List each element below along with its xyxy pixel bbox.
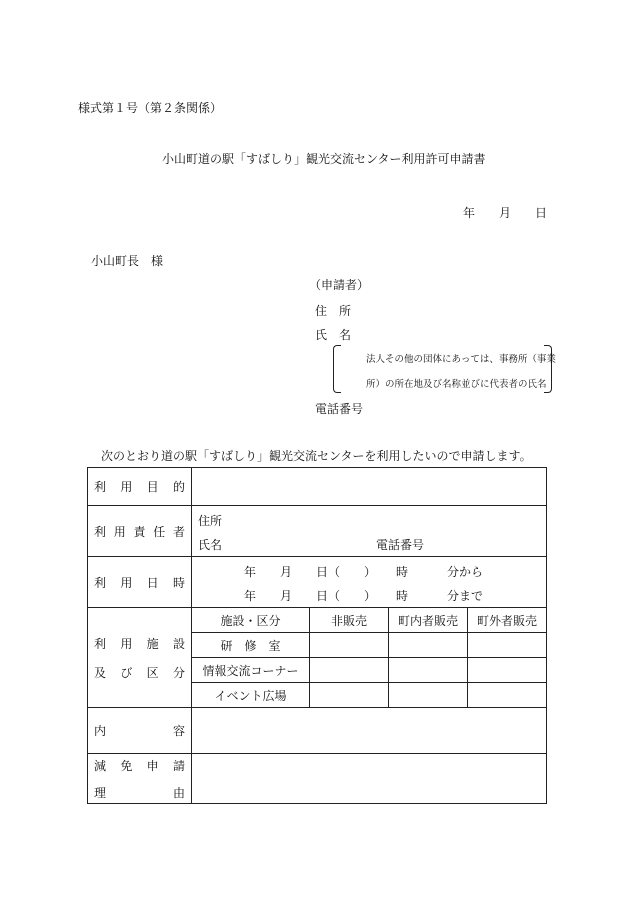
facility-cell[interactable] bbox=[310, 683, 389, 708]
facility-header-nonresident-sale: 町外者販売 bbox=[468, 608, 547, 633]
facility-cell[interactable] bbox=[389, 658, 468, 683]
date-year: 年 bbox=[463, 206, 476, 220]
responsible-address-label: 住所 bbox=[198, 514, 223, 528]
facility-cell[interactable] bbox=[468, 683, 547, 708]
facility-cell[interactable] bbox=[310, 658, 389, 683]
applicant-heading: （申請者） bbox=[309, 278, 370, 292]
reduction-row bbox=[88, 754, 547, 804]
application-table bbox=[87, 467, 547, 804]
datetime-to-month: 月 bbox=[280, 589, 293, 603]
datetime-to-hour: 時 bbox=[396, 589, 409, 603]
content-row bbox=[88, 708, 547, 754]
content-field[interactable] bbox=[192, 708, 547, 754]
responsible-field[interactable] bbox=[192, 506, 547, 557]
purpose-row bbox=[88, 468, 547, 506]
datetime-field[interactable] bbox=[192, 557, 547, 608]
date-day: 日 bbox=[535, 206, 548, 220]
facility-cell[interactable] bbox=[468, 658, 547, 683]
applicant-name-label: 氏 名 bbox=[315, 328, 352, 342]
datetime-from-day: 日（ ） bbox=[316, 565, 377, 579]
facility-header-row bbox=[88, 608, 547, 633]
facility-header-category: 施設・区分 bbox=[192, 608, 310, 633]
addressee: 小山町長 様 bbox=[91, 254, 164, 268]
datetime-to-minute: 分まで bbox=[447, 589, 484, 603]
facility-cell[interactable] bbox=[468, 633, 547, 658]
datetime-to-year: 年 bbox=[244, 589, 257, 603]
datetime-from-month: 月 bbox=[280, 565, 293, 579]
facility-info-corner: 情報交流コーナー bbox=[192, 658, 310, 683]
datetime-to-day: 日（ ） bbox=[316, 589, 377, 603]
facility-header-non-sale: 非販売 bbox=[310, 608, 389, 633]
applicant-phone-label: 電話番号 bbox=[315, 402, 364, 416]
datetime-from-minute: 分から bbox=[447, 565, 484, 579]
note-bracket-left bbox=[333, 345, 341, 393]
purpose-field[interactable] bbox=[192, 468, 547, 506]
datetime-from-hour: 時 bbox=[396, 565, 409, 579]
intro-text: 次のとおり道の駅「すばしり」観光交流センターを利用したいので申請します。 bbox=[101, 449, 532, 463]
facility-label: 利 用 施 設 及 び 区 分 bbox=[88, 608, 192, 708]
content-label: 内 容 bbox=[88, 708, 192, 754]
responsible-name-label: 氏名 bbox=[198, 538, 223, 552]
applicant-note-line2: 所）の所在地及び名称並びに代表者の氏名 bbox=[366, 379, 547, 390]
responsible-row bbox=[88, 506, 547, 557]
facility-training-room: 研 修 室 bbox=[192, 633, 310, 658]
datetime-from-year: 年 bbox=[244, 565, 257, 579]
facility-header-resident-sale: 町内者販売 bbox=[389, 608, 468, 633]
datetime-label: 利 用 日 時 bbox=[88, 557, 192, 608]
facility-cell[interactable] bbox=[389, 683, 468, 708]
date-month: 月 bbox=[499, 206, 512, 220]
reduction-label: 減 免 申 請 理 由 bbox=[88, 754, 192, 804]
datetime-row bbox=[88, 557, 547, 608]
purpose-label: 利 用 目 的 bbox=[88, 468, 192, 506]
responsible-label: 利 用 責 任 者 bbox=[88, 506, 192, 557]
facility-cell[interactable] bbox=[389, 633, 468, 658]
reduction-field[interactable] bbox=[192, 754, 547, 804]
facility-event-plaza: イベント広場 bbox=[192, 683, 310, 708]
document-title: 小山町道の駅「すばしり」観光交流センター利用許可申請書 bbox=[162, 152, 486, 166]
facility-cell[interactable] bbox=[310, 633, 389, 658]
applicant-note-line1: 法人その他の団体にあっては、事務所（事業 bbox=[366, 354, 556, 365]
applicant-address-label: 住 所 bbox=[315, 304, 352, 318]
responsible-phone-label: 電話番号 bbox=[376, 538, 425, 552]
form-number: 様式第１号（第２条関係） bbox=[78, 101, 223, 115]
